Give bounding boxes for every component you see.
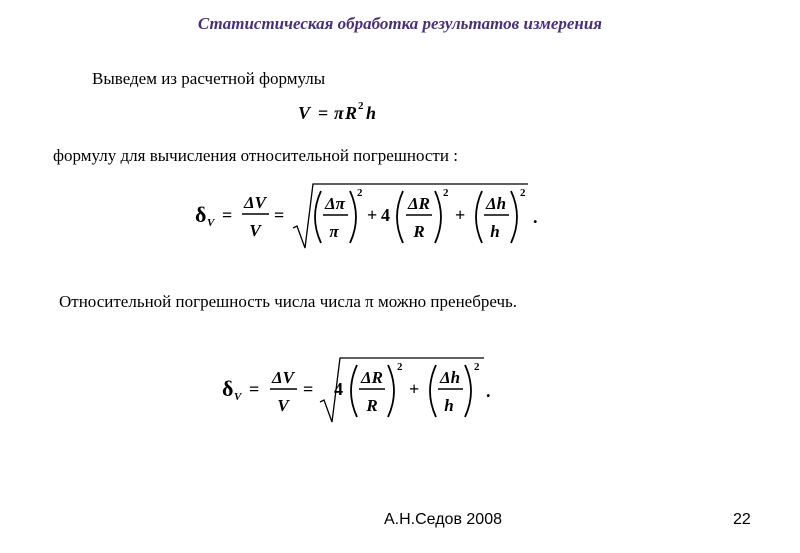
right-paren-3: [511, 191, 517, 243]
delta-subscript: V: [234, 391, 242, 403]
right-paren-2: [435, 191, 441, 243]
period: .: [533, 207, 538, 227]
equals-sign-2: =: [274, 205, 285, 225]
term2-numerator: ΔR: [361, 368, 383, 387]
height-symbol: h: [366, 103, 377, 123]
slide-title: Статистическая обработка результатов измерения: [197, 14, 603, 33]
plus-sign: +: [409, 379, 420, 399]
equals-sign: =: [249, 379, 260, 399]
term2-numerator: ΔR: [408, 194, 430, 213]
page-number: 22: [733, 511, 751, 528]
volume-formula: [296, 98, 396, 126]
plus-sign: +: [367, 205, 378, 225]
term1-exponent: 2: [357, 187, 363, 199]
term3-denominator: h: [444, 396, 454, 415]
exponent: 2: [358, 100, 364, 112]
term2-denominator: R: [413, 222, 425, 241]
left-paren: [351, 365, 357, 417]
period: .: [486, 381, 491, 401]
term1-numerator: Δπ: [325, 194, 345, 213]
fraction-numerator: ΔV: [272, 368, 294, 387]
term3-exponent: 2: [520, 187, 526, 199]
intro-text: Выведем из расчетной формулы: [92, 69, 326, 88]
delta-symbol: δ: [195, 202, 207, 227]
coefficient: 4: [334, 379, 343, 399]
right-paren: [350, 191, 356, 243]
pi-symbol: π: [334, 103, 344, 123]
left-paren-2: [397, 191, 403, 243]
coefficient: 4: [381, 205, 390, 225]
term2-exponent: 2: [443, 187, 449, 199]
equals-sign: =: [222, 205, 233, 225]
equals-sign: =: [318, 103, 329, 123]
note-text: Относительной погрешность числа числа π можно пренебречь.: [59, 292, 518, 311]
fraction-numerator: ΔV: [244, 193, 266, 212]
right-paren: [388, 365, 394, 417]
delta-symbol: δ: [222, 376, 234, 401]
relative-error-formula-simplified: [222, 352, 512, 427]
left-paren-3: [476, 191, 482, 243]
left-paren-2: [430, 365, 436, 417]
term3-numerator: Δh: [485, 194, 507, 213]
term2-exponent: 2: [397, 361, 403, 373]
left-paren: [315, 191, 321, 243]
radius-symbol: R: [345, 103, 358, 123]
relative-error-formula-full: [195, 178, 555, 253]
author-footer: А.Н.Седов 2008: [384, 511, 502, 528]
term1-denominator: π: [329, 222, 339, 241]
equals-sign-2: =: [303, 379, 314, 399]
term3-exponent: 2: [474, 361, 480, 373]
fraction-denominator: V: [277, 396, 289, 415]
formula-intro-text: формулу для вычисления относительной погрешности :: [53, 146, 458, 165]
term2-denominator: R: [366, 396, 378, 415]
term3-numerator: Δh: [439, 368, 461, 387]
right-paren-2: [465, 365, 471, 417]
volume-symbol: V: [298, 103, 311, 123]
fraction-denominator: V: [249, 221, 261, 240]
term3-denominator: h: [490, 222, 500, 241]
delta-subscript: V: [207, 217, 215, 229]
plus-sign-2: +: [455, 205, 466, 225]
